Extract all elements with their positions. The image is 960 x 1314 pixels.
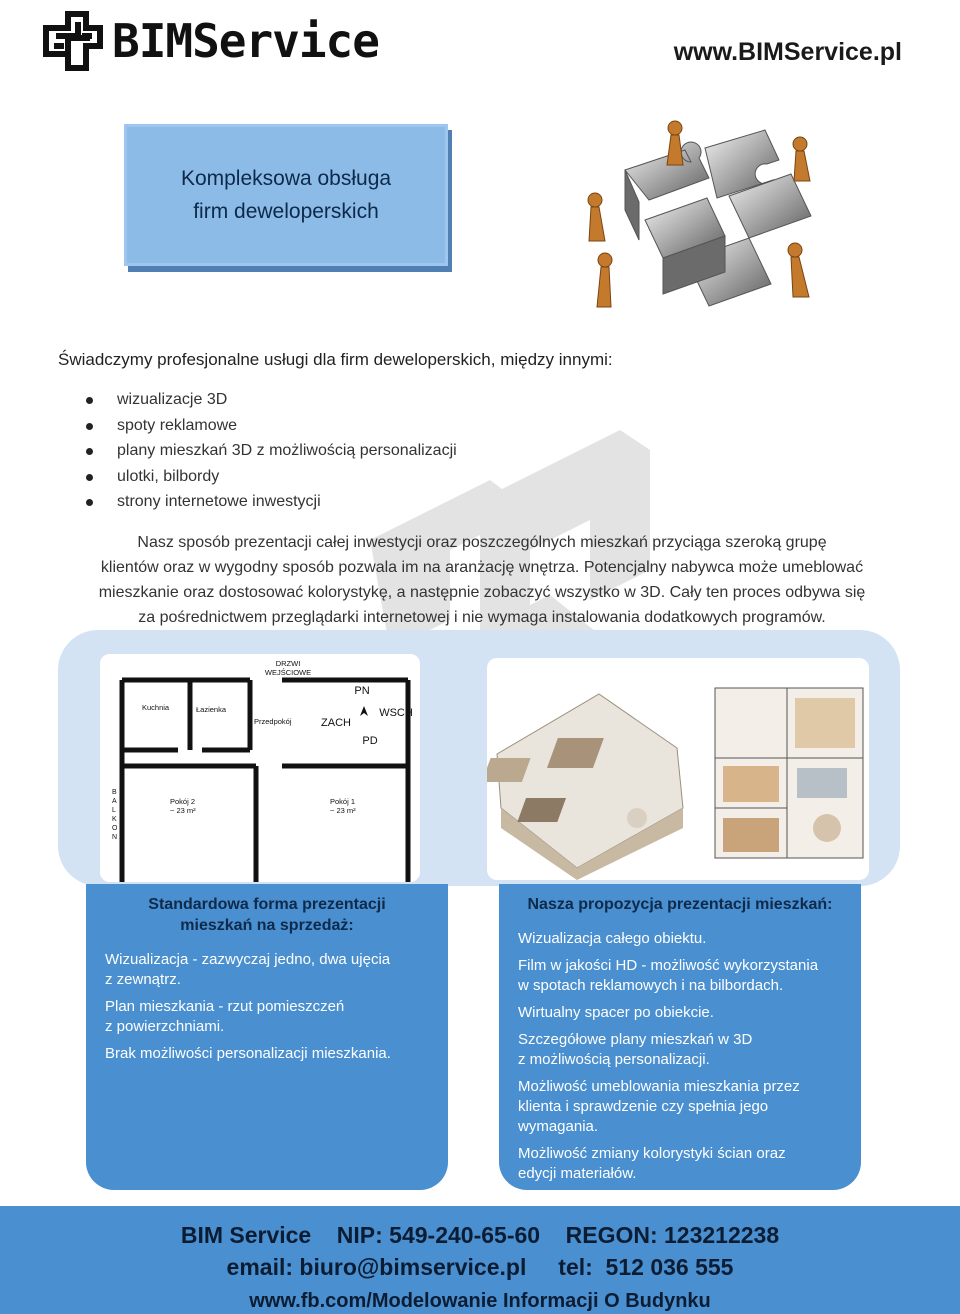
column-item-line: Brak możliwości personalizacji mieszkania.	[105, 1045, 391, 1062]
column-item	[518, 1144, 843, 1184]
column-item	[518, 929, 843, 949]
column-item	[105, 997, 428, 1037]
hero-title-box	[124, 124, 448, 266]
list-item: ulotki, bilbordy	[86, 467, 457, 493]
floorplan-balcony-label: B A L K O N	[112, 789, 118, 841]
paragraph-line: mieszkanie oraz dostosować kolorystykę, a następnie zobaczyć wszystko w 3D. Cały ten proces odbywa się	[98, 584, 866, 601]
column-heading-line: mieszkań na sprzedaż:	[180, 917, 354, 934]
floorplan-room-label: Pokój 1 ~ 23 m²	[330, 797, 356, 815]
svg-text:PN: PN	[354, 685, 370, 697]
hero-title-line-2: firm deweloperskich	[193, 200, 379, 223]
column-heading: Nasza propozycja prezentacji mieszkań:	[527, 896, 833, 913]
list-item: strony internetowe inwestycji	[86, 492, 457, 518]
column-item-line: Wizualizacja - zazwyczaj jedno, dwa ujęcia	[105, 951, 391, 968]
knot-logo-icon	[40, 8, 106, 74]
column-item	[518, 956, 843, 996]
hero-title-line-1: Kompleksowa obsługa	[180, 167, 392, 190]
column-item	[518, 1003, 843, 1023]
column-item	[518, 1030, 843, 1070]
floorplan-room-label: Przedpokój	[254, 717, 292, 726]
floorplan-room-label: Łazienka	[196, 705, 227, 714]
column-item-line: Wirtualny spacer po obiekcie.	[518, 1004, 714, 1021]
paragraph-line: za pośrednictwem przeglądarki internetowej i nie wymaga instalowania dodatkowych programów.	[138, 609, 826, 626]
column-item-line: Wizualizacja całego obiektu.	[518, 930, 707, 947]
logo-wordmark: BIMService	[112, 14, 379, 68]
list-item: plany mieszkań 3D z możliwością personalizacji	[86, 441, 457, 467]
column-items	[499, 915, 861, 1184]
column-item-line: klienta i sprawdzenie czy spełnia jego	[518, 1098, 769, 1115]
intro-paragraph	[58, 530, 906, 630]
column-item-line: Możliwość zmiany kolorystyki ścian oraz	[518, 1145, 786, 1162]
column-item-line: edycji materiałów.	[518, 1165, 637, 1182]
svg-text:WSCH: WSCH	[379, 707, 413, 719]
brand-logo	[40, 6, 380, 76]
floorplan-entrance-text: DRZWI WEJŚCIOWE	[264, 659, 312, 677]
hero-title	[181, 162, 391, 228]
column-item-line: Film w jakości HD - możliwość wykorzystania	[518, 957, 819, 974]
column-item-line: Możliwość umeblowania mieszkania przez	[518, 1078, 800, 1095]
floorplan-room-label: Pokój 2 ~ 23 m²	[170, 797, 196, 815]
column-item-line: w spotach reklamowych i na bilbordach.	[518, 977, 784, 994]
list-item: wizualizacje 3D	[86, 390, 457, 416]
paragraph-line: Nasz sposób prezentacji całej inwestycji oraz poszczególnych mieszkań przyciąga szeroką grupę	[137, 534, 827, 551]
footer	[0, 1206, 960, 1314]
column-heading-line: Standardowa forma prezentacji	[148, 896, 386, 913]
puzzle-figures-illustration	[565, 110, 855, 330]
svg-text:ZACH: ZACH	[321, 717, 351, 729]
column-item-line: z możliwością personalizacji.	[518, 1051, 710, 1068]
intro-lead: Świadczymy profesjonalne usługi dla firm deweloperskich, między innymi:	[58, 350, 613, 369]
website-link[interactable]: www.BIMService.pl	[673, 38, 902, 66]
column-items	[86, 936, 448, 1064]
svg-text:PD: PD	[362, 735, 378, 747]
column-item-line: Szczegółowe plany mieszkań w 3D	[518, 1031, 753, 1048]
column-item-line: Plan mieszkania - rzut pomieszczeń	[105, 998, 345, 1015]
footer-facebook-link[interactable]: www.fb.com/Modelowanie Informacji O Budynku	[249, 1290, 711, 1312]
column-item-line: z zewnątrz.	[105, 971, 181, 988]
floorplan-room-label: Kuchnia	[142, 703, 170, 712]
floorplan-3d-images	[487, 658, 869, 880]
column-item	[105, 1044, 428, 1064]
standard-presentation-column	[86, 884, 448, 1190]
column-item-line: wymagania.	[518, 1118, 599, 1135]
column-item	[105, 950, 428, 990]
list-item: spoty reklamowe	[86, 416, 457, 442]
footer-contact[interactable]: email: biuro@bimservice.pl tel: 512 036 555	[226, 1254, 734, 1280]
services-list	[86, 390, 457, 518]
our-proposal-column	[499, 884, 861, 1190]
footer-company-ids: BIM Service NIP: 549-240-65-60 REGON: 123212238	[180, 1222, 780, 1248]
floorplan-2d-image	[100, 654, 420, 882]
paragraph-line: klientów oraz w wygodny sposób pozwala im na aranżację wnętrza. Potencjalny nabywca może umeblować	[100, 559, 864, 576]
column-item	[518, 1077, 843, 1137]
column-heading	[86, 894, 448, 936]
column-item-line: z powierzchniami.	[105, 1018, 225, 1035]
